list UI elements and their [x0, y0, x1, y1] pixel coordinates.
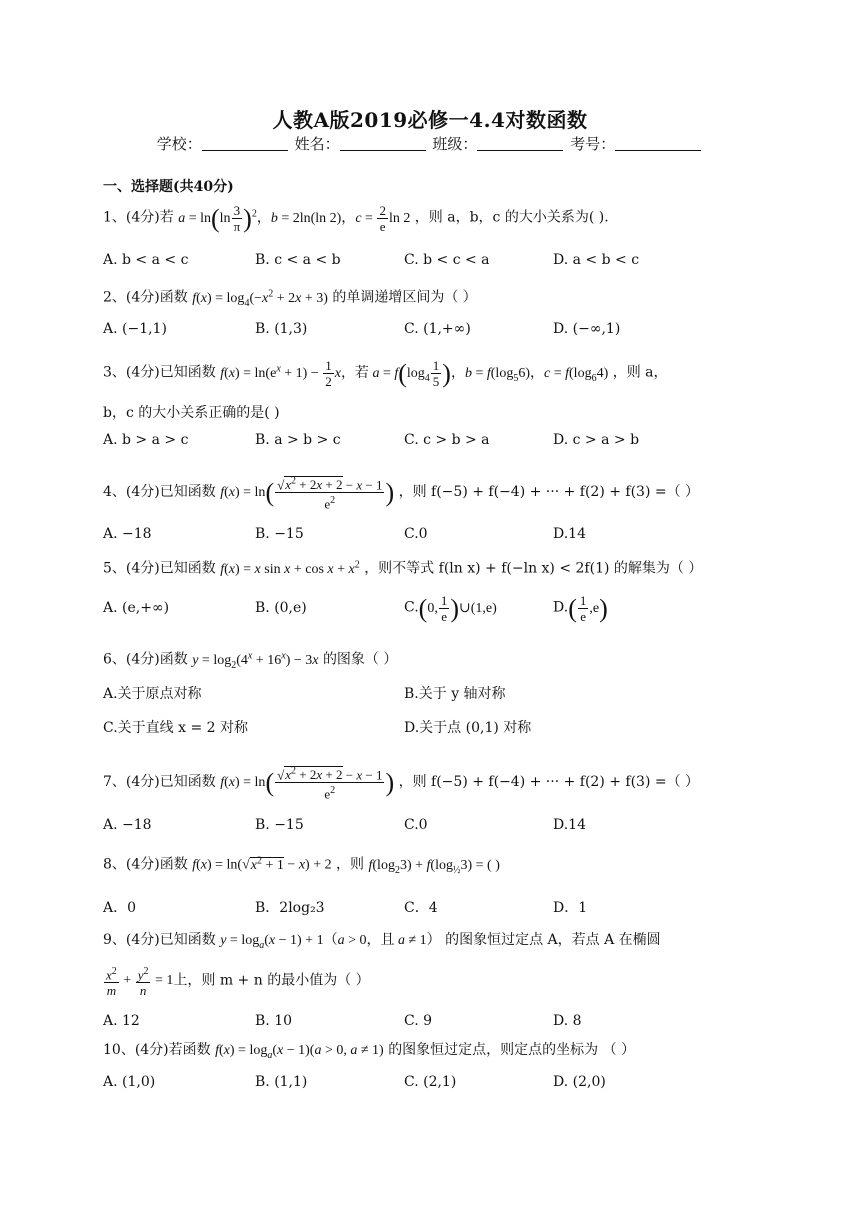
- school-label: 学校：: [156, 135, 202, 153]
- option-c[interactable]: C. c > b > a: [404, 432, 490, 448]
- option-d[interactable]: D. 8: [553, 1013, 582, 1029]
- option-c[interactable]: C.(0, $\frac{1}{e}$ )∪(1,e): [404, 593, 497, 624]
- option-a[interactable]: A. (e,+∞): [103, 600, 170, 616]
- option-b[interactable]: B. a > b > c: [255, 432, 341, 448]
- option-a[interactable]: A.关于原点对称: [103, 686, 202, 702]
- formula: f(x) = ln( $\frac{√x^2 + 2x + 2 - x - 1}{e^2}$ ): [220, 766, 395, 802]
- formula: $y = \log_2(4^x + 16^x) - 3x$: [192, 650, 319, 671]
- option-b[interactable]: B. (0,e): [255, 600, 307, 616]
- number-label: 考号：: [570, 135, 616, 153]
- question-text: ，则 a，b，c 的大小关系为( ).: [414, 209, 609, 226]
- ellipse-formula: $\frac{x^2}{m}$ + $\frac{y^2}{n}$ = 1: [106, 966, 174, 999]
- option-b[interactable]: B. (1,3): [255, 321, 308, 337]
- question-number: 9、(4分)已知函数: [103, 932, 216, 948]
- question-text: ，则 a，: [612, 364, 668, 381]
- option-b[interactable]: B．2log₂3: [255, 900, 325, 916]
- question-6: [103, 646, 397, 675]
- question-number: 8、(4分)函数: [103, 856, 188, 873]
- question-1: [103, 203, 609, 234]
- option-d[interactable]: D.( $\frac{1}{e}$ ,e): [553, 593, 608, 624]
- question-10: [103, 1040, 635, 1066]
- option-a[interactable]: A. b > a > c: [103, 432, 189, 448]
- question-number: 2、(4分)函数: [103, 289, 188, 306]
- question-text: 的图象（ ）: [322, 651, 398, 668]
- option-b[interactable]: B. 10: [255, 1013, 293, 1029]
- question-7: [103, 764, 699, 802]
- class-label: 班级：: [432, 135, 478, 153]
- question-text: 的图象恒过定点，则定点的坐标为 （ ）: [388, 1042, 636, 1058]
- question-text: ，则 f(−5) + f(−4) + ··· + f(2) + f(3) =（ ）: [398, 774, 700, 791]
- option-c[interactable]: C. 9: [404, 1013, 433, 1029]
- formula: $y = \log_a(x - 1) + 1(a > 0$，且 a ≠ 1）: [220, 933, 441, 951]
- option-d[interactable]: D. c > a > b: [553, 432, 640, 448]
- question-number: 3、(4分)已知函数: [103, 364, 216, 381]
- school-blank[interactable]: [202, 136, 288, 151]
- option-d[interactable]: D. (2,0): [553, 1074, 606, 1090]
- option-b[interactable]: B. −15: [255, 526, 304, 542]
- formula: $f(x) = \log_a(x - 1)(a > 0$, a ≠ 1): [215, 1043, 384, 1061]
- formula: $f(x) = \ln(e^x + 1)$ − $\frac{1}{2}$ x，若 $a = f(\log_4$ $\frac{1}{5}$ )，$b = f(\log_56)$，$c = f(\log_64)$: [220, 358, 609, 389]
- option-a[interactable]: A. b < a < c: [103, 252, 189, 268]
- option-c[interactable]: C. (2,1): [404, 1074, 457, 1090]
- formula-2: $f(\log_23) + f(\log_{\frac{1}{2}}3)$ = ( ): [368, 857, 500, 876]
- option-a[interactable]: A. 12: [103, 1013, 140, 1029]
- option-c[interactable]: C.关于直线 x = 2 对称: [103, 720, 248, 736]
- option-a[interactable]: A. (1,0): [103, 1074, 156, 1090]
- question-number: 10、(4分)若函数: [103, 1042, 211, 1058]
- question-8: [103, 851, 500, 880]
- option-d[interactable]: D. a < b < c: [553, 252, 640, 268]
- question-text: ，则 f(−5) + f(−4) + ··· + f(2) + f(3) =（ ）: [398, 484, 700, 501]
- option-c[interactable]: C．4: [404, 900, 438, 916]
- formula: f(x) = x $\sin x + \cos x + x^2$: [220, 559, 360, 577]
- question-9: [103, 930, 661, 956]
- option-c[interactable]: C.0: [404, 817, 428, 833]
- section-heading: 一、选择题(共40分): [103, 179, 234, 195]
- question-text: 的图象恒过定点 A，若点 A 在椭圆: [445, 932, 661, 948]
- question-text: ，则不等式 f(ln x) + f(−ln x) < 2f(1) 的解集为（ ）: [364, 560, 703, 577]
- option-c[interactable]: C. (1,+∞): [404, 321, 471, 337]
- option-d[interactable]: D. (−∞,1): [553, 321, 621, 337]
- option-a[interactable]: A．0: [103, 900, 137, 916]
- class-blank[interactable]: [477, 136, 563, 151]
- formula: a = ln(ln $\frac{3}{\pi}$ )$^2$，b = 2ln(ln 2)，c = $\frac{2}{e}$ ln 2: [178, 203, 411, 234]
- option-d[interactable]: D.14: [553, 817, 586, 833]
- formula: f(x) = ln( $\frac{√x^2 + 2x + 2 - x - 1}{e^2}$ ): [220, 476, 395, 512]
- number-blank[interactable]: [615, 136, 701, 151]
- question-3-line-2: b，c 的大小关系正确的是( ): [103, 405, 280, 421]
- option-a[interactable]: A. (−1,1): [103, 321, 167, 337]
- question-5: [103, 555, 702, 580]
- student-info-row: [0, 133, 860, 154]
- option-b[interactable]: B. −15: [255, 817, 304, 833]
- option-d[interactable]: D.关于点 (0,1) 对称: [404, 720, 532, 736]
- option-d[interactable]: D.14: [553, 526, 586, 542]
- option-d[interactable]: D．1: [553, 900, 588, 916]
- question-number: 7、(4分)已知函数: [103, 774, 216, 791]
- name-label: 姓名：: [294, 135, 340, 153]
- option-b[interactable]: B. c < a < b: [255, 252, 341, 268]
- option-a[interactable]: A. −18: [103, 817, 152, 833]
- name-blank[interactable]: [340, 136, 426, 151]
- question-number: 6、(4分)函数: [103, 651, 188, 668]
- option-a[interactable]: A. −18: [103, 526, 152, 542]
- question-3: [103, 358, 668, 389]
- question-number: 4、(4分)已知函数: [103, 484, 216, 501]
- option-b[interactable]: B. (1,1): [255, 1074, 308, 1090]
- formula: $f(x) = \log_4(-x^2 + 2x + 3)$: [192, 288, 328, 309]
- question-text: 的单调递增区间为（ ）: [332, 289, 477, 306]
- question-number: 1、(4分)若: [103, 209, 174, 226]
- question-9-line-2: $\frac{x^2}{m}$ + $\frac{y^2}{n}$ = 1上，则 m + n 的最小值为（ ）: [103, 964, 370, 998]
- option-c[interactable]: C.0: [404, 526, 428, 542]
- question-text: ，则: [336, 856, 365, 873]
- question-2: [103, 284, 477, 313]
- question-4: [103, 474, 699, 512]
- formula: $f(x) = \ln(√x^2 + 1 - x) + 2$: [192, 855, 332, 873]
- page-title: 人教A版2019必修一4.4对数函数: [272, 108, 588, 132]
- question-number: 5、(4分)已知函数: [103, 560, 216, 577]
- option-c[interactable]: C. b < c < a: [404, 252, 490, 268]
- option-b[interactable]: B.关于 y 轴对称: [404, 686, 506, 702]
